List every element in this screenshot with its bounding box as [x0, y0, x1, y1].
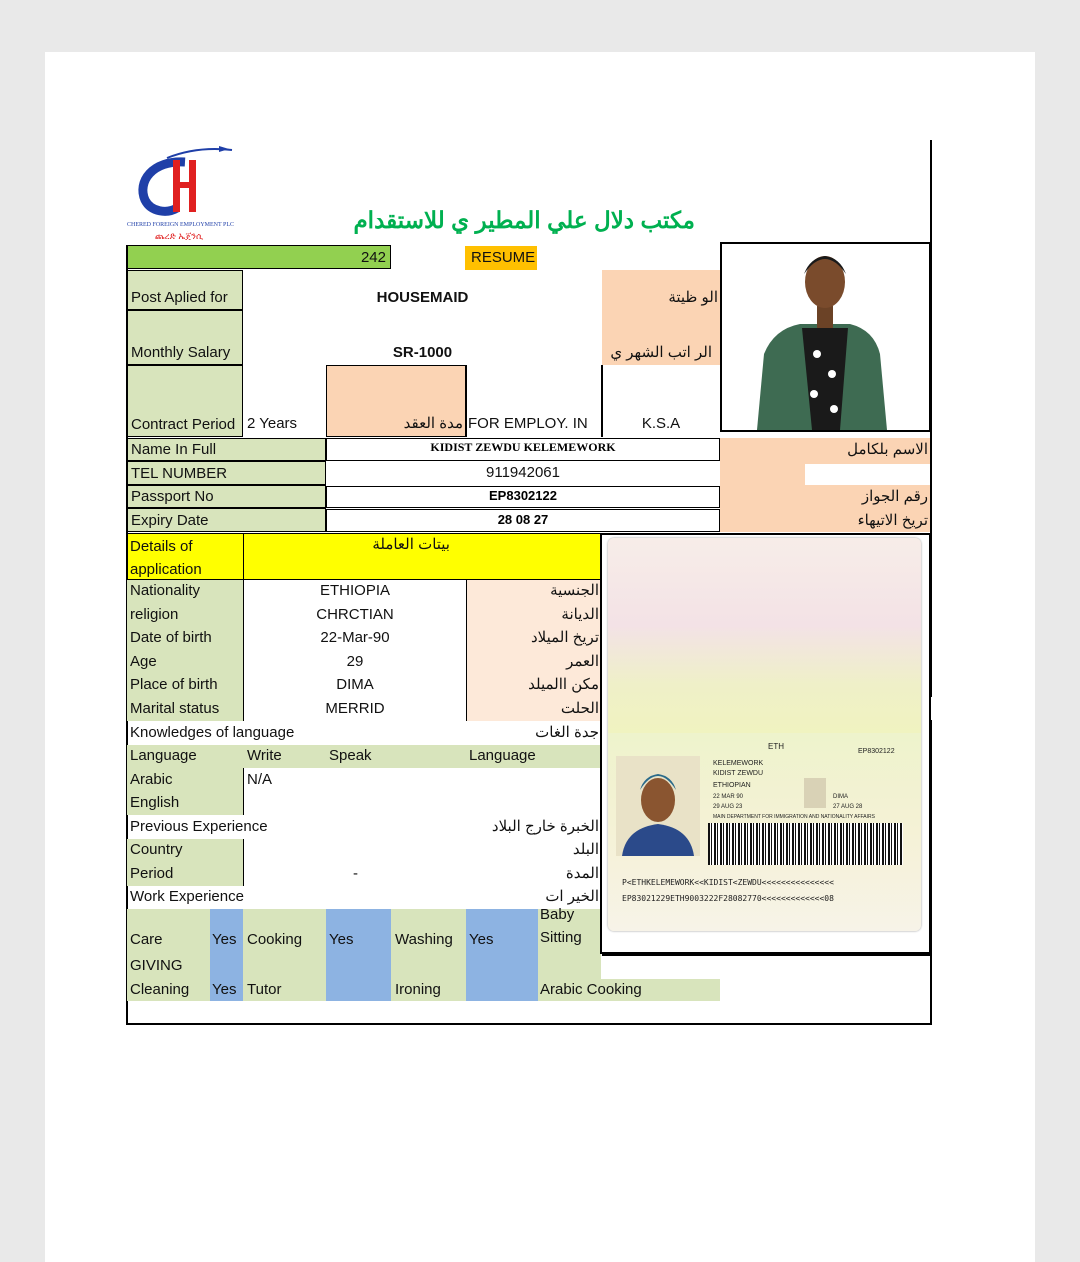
work-grid-cooking-yes: [326, 909, 391, 1001]
ref-number: 242: [360, 249, 386, 266]
experience-period-value: -: [353, 865, 358, 882]
details-label-ar: بيتات العاملة: [372, 536, 450, 553]
detail-label: Age: [130, 652, 157, 670]
language-head-write: Write: [247, 747, 282, 764]
work-label-ar: الخير ات: [545, 888, 599, 905]
passport-given: KIDIST ZEWDU: [713, 770, 764, 777]
detail-label: religion: [130, 605, 179, 623]
work-ironing: Ironing: [395, 981, 441, 998]
language-head-speak: Speak: [329, 747, 372, 764]
work-cooking: Cooking: [247, 931, 303, 948]
passport-label-ar: رقم الجواز: [861, 488, 928, 505]
work-cooking-yes: Yes: [329, 931, 354, 948]
experience-label-ar: الخبرة خارج البلاد: [491, 818, 599, 835]
detail-value: CHRCTIAN: [316, 605, 394, 623]
language-head-language2: Language: [469, 747, 536, 764]
company-logo-text: CHERED FOREIGN EMPLOYMENT PLC: [127, 222, 235, 228]
work-cleaning: Cleaning: [130, 981, 190, 998]
label-tel: TEL NUMBER: [127, 461, 326, 485]
tel-value: 911942061: [486, 464, 560, 481]
post-label-ar: الو ظيتة: [668, 289, 718, 306]
detail-label: Date of birth: [130, 629, 212, 646]
passport-mrz-line2: EP83021229ETH9003222F28082770<<<<<<<<<<<<<08: [622, 894, 834, 903]
passport-holder-photo: [616, 756, 700, 856]
passport-country: ETH: [768, 742, 784, 751]
contract-label-ar: مدة العقد: [403, 415, 463, 432]
label-expiry: Expiry Date: [127, 508, 326, 532]
work-baby: Baby: [540, 906, 575, 923]
expiry-label-ar: تريخ الاتيهاء: [857, 512, 928, 529]
work-cleaning-yes: Yes: [212, 981, 237, 998]
experience-country-ar: البلد: [572, 841, 599, 858]
work-giving: GIVING: [130, 957, 183, 974]
passport-issue: 29 AUG 23: [713, 804, 743, 810]
passport-number: EP8302122: [858, 748, 895, 755]
company-logo-amharic: ጨረድ ኤጀንሲ: [155, 231, 204, 241]
work-care-yes: Yes: [212, 931, 237, 948]
passport-small-photo: [804, 778, 826, 808]
detail-label-ar: مكن االميلد: [528, 676, 599, 693]
expiry-value: 28 08 27: [497, 512, 549, 527]
label-salary: Monthly Salary: [127, 310, 243, 365]
detail-label-ar: تريخ الميلاد: [530, 629, 599, 646]
name-value: KIDIST ZEWDU KELEMEWORK: [430, 440, 616, 454]
detail-label-ar: الديانة: [561, 605, 599, 623]
label-passport: Passport No: [127, 485, 326, 508]
experience-country: Country: [130, 841, 183, 858]
details-label: [130, 535, 240, 581]
passport-scan: [608, 538, 921, 931]
work-arabic-cooking: Arabic Cooking: [540, 981, 642, 998]
language-section-label-ar: جدة الغات: [535, 724, 599, 741]
experience-label: Previous Experience: [130, 818, 268, 835]
passport-value: EP8302122: [489, 488, 557, 503]
passport-mrz-line1: P<ETHKELEMEWORK<<KIDIST<ZEWDU<<<<<<<<<<<<<<<: [622, 878, 834, 887]
detail-label: Marital status: [130, 699, 220, 717]
work-grid-washing-yes: [466, 909, 538, 1001]
identity-arabic-blank: [805, 464, 930, 485]
passport-dob: 22 MAR 90: [713, 794, 744, 800]
ref-number-cell: [127, 245, 391, 269]
passport-authority: MAIN DEPARTMENT FOR IMMIGRATION AND NATIONALITY AFFAIRS: [713, 814, 875, 820]
name-label-ar: الاسم بلكامل: [847, 441, 928, 458]
experience-divider: [243, 839, 244, 886]
work-washing: Washing: [395, 931, 453, 948]
contract-value: 2 Years: [247, 415, 298, 432]
detail-value: 22-Mar-90: [320, 629, 390, 646]
passport-expiry: 27 AUG 28: [833, 804, 863, 810]
office-title: مكتب دلال علي المطير ي للاستقدام: [353, 207, 695, 233]
detail-value: DIMA: [336, 676, 374, 693]
detail-label: Place of birth: [130, 676, 218, 693]
experience-period: Period: [130, 865, 174, 882]
resume-badge: [465, 246, 537, 270]
language-arabic: Arabic: [130, 771, 173, 788]
table-border-bottom: [126, 1023, 932, 1025]
language-arabic-write: N/A: [247, 771, 273, 788]
detail-value: ETHIOPIA: [319, 582, 390, 599]
work-tutor: Tutor: [247, 981, 282, 998]
resume-label: RESUME: [471, 249, 536, 266]
details-divider: [243, 533, 244, 580]
salary-label-ar: الر اتب الشهر ي: [610, 344, 712, 361]
post-value: HOUSEMAID: [376, 289, 469, 306]
language-head-language: Language: [130, 747, 197, 764]
employ-value: K.S.A: [641, 415, 681, 432]
passport-upper-page: [608, 538, 921, 733]
work-sitting: Sitting: [540, 929, 582, 946]
detail-value: 29: [346, 652, 364, 670]
passport-barcode: [708, 823, 903, 865]
passport-frame-bottom: [602, 954, 931, 956]
salary-value: SR-1000: [392, 344, 453, 361]
detail-label: Nationality: [130, 582, 201, 599]
detail-value: MERRID: [325, 699, 385, 717]
passport-surname: KELEMEWORK: [713, 760, 764, 767]
label-name: Name In Full: [127, 438, 326, 461]
applicant-photo: [720, 242, 931, 432]
detail-label-ar: العمر: [566, 652, 599, 670]
label-post: Post Aplied for: [127, 270, 243, 310]
detail-label-ar: الحلت: [560, 699, 599, 717]
work-washing-yes: Yes: [469, 931, 494, 948]
language-section-label: Knowledges of language: [130, 724, 295, 741]
language-english: English: [130, 794, 180, 811]
work-care: Care: [130, 931, 163, 948]
employ-label: FOR EMPLOY. IN: [468, 415, 588, 432]
experience-period-ar: المدة: [565, 865, 599, 882]
work-label: Work Experience: [130, 888, 244, 905]
detail-label-ar: الجنسية: [550, 582, 599, 599]
document-page: [45, 52, 1035, 1262]
passport-place: DIMA: [833, 794, 848, 800]
label-contract: Contract Period: [127, 365, 243, 437]
details-label-text: Details of application: [130, 538, 202, 578]
passport-nationality: ETHIOPIAN: [713, 782, 751, 789]
language-divider: [243, 768, 244, 815]
